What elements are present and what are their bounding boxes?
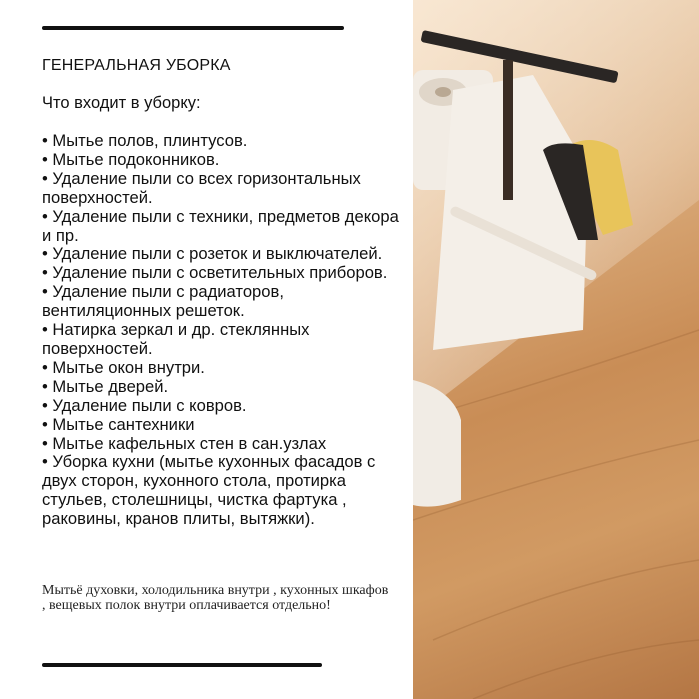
list-item: • Удаление пыли со всех горизонтальных поверхностей. <box>42 168 361 207</box>
list-item: • Мытье сантехники <box>42 414 195 434</box>
list-item: • Мытье кафельных стен в сан.узлах <box>42 433 327 453</box>
bottom-divider <box>42 663 322 667</box>
top-divider <box>42 26 344 30</box>
extra-charge-note: Мытьё духовки, холодильника внутри , кухонных шкафов , вещевых полок внутри оплачивается отдельно! <box>42 583 389 613</box>
list-item: • Удаление пыли с осветительных приборов. <box>42 263 388 283</box>
service-list <box>42 132 406 529</box>
cleaning-supplies-photo <box>413 0 699 699</box>
list-item: • Мытье полов, плинтусов. <box>42 131 248 150</box>
list-item: • Удаление пыли с радиаторов, вентиляционных решеток. <box>42 282 284 321</box>
list-item: • Мытье подоконников. <box>42 149 220 169</box>
list-item: • Мытье дверей. <box>42 376 169 396</box>
basket-icon <box>413 380 461 507</box>
page-title: ГЕНЕРАЛЬНАЯ УБОРКА <box>42 57 231 74</box>
list-item: • Удаление пыли с техники, предметов декора и пр. <box>42 206 399 245</box>
list-item: • Удаление пыли с розеток и выключателей. <box>42 244 383 264</box>
photo-illustration <box>413 0 699 699</box>
list-item: • Мытье окон внутри. <box>42 357 205 377</box>
subtitle: Что входит в уборку: <box>42 94 201 112</box>
list-item: • Удаление пыли с ковров. <box>42 395 247 415</box>
list-item: • Уборка кухни (мытье кухонных фасадов с двух сторон, кухонного стола, протирка стульев, столешницы, чистка фартука , раковины, кранов плиты, вытяжки). <box>42 452 376 529</box>
list-item: • Натирка зеркал и др. стеклянных поверхностей. <box>42 320 310 358</box>
